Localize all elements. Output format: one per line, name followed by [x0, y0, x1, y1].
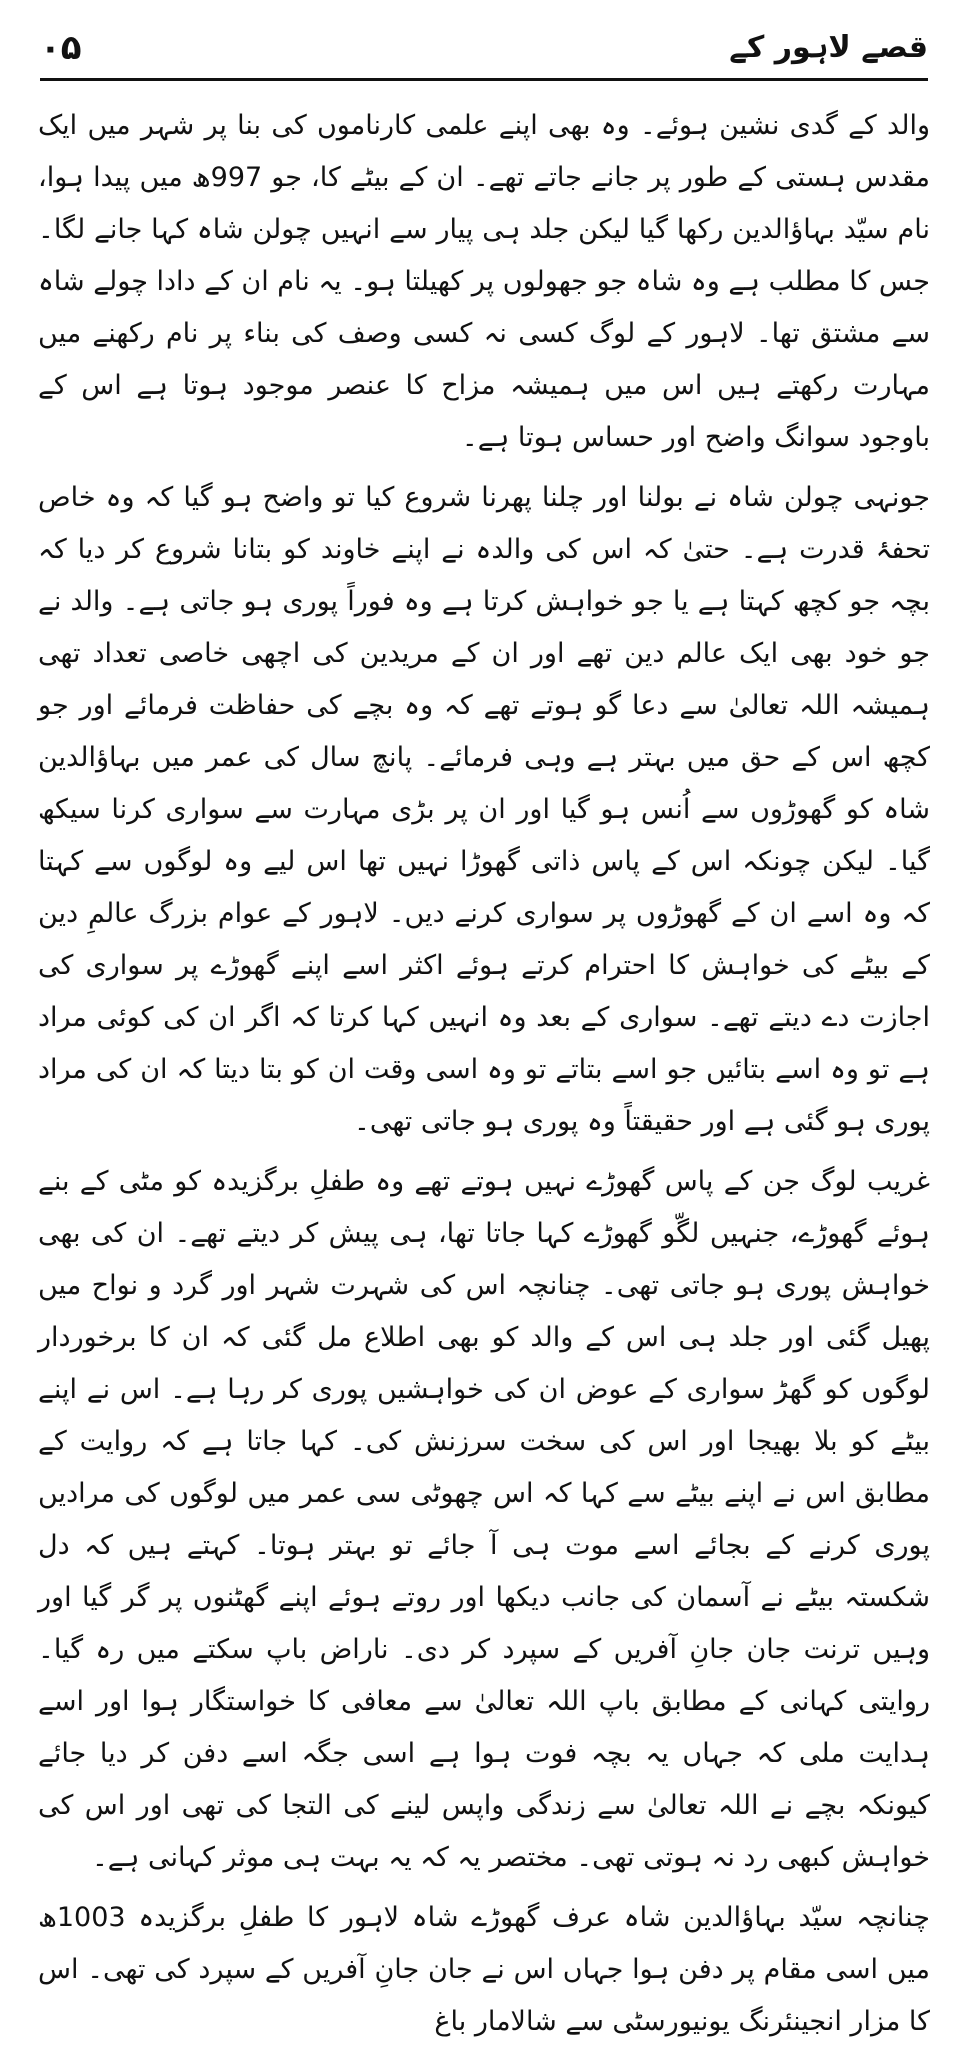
paragraph-1: والد کے گدی نشین ہوئے۔ وہ بھی اپنے علمی کارناموں کی بنا پر شہر میں ایک مقدس ہستی کے طور پر جانے جاتے تھے۔ ان کے بیٹے کا، جو 997ھ میں پیدا ہوا، نام سیّد بہاؤالدین رکھا گیا لیکن جلد ہی پیار سے انہیں چولن شاہ کہا جانے لگا۔ جس کا مطلب ہے وہ شاہ جو جھولوں پر کھیلتا ہو۔ یہ نام ان کے دادا چولے شاہ سے مشتق تھا۔ لاہور کے لوگ کسی نہ کسی وصف کی بناء پر نام رکھنے میں مہارت رکھتے ہیں اس میں ہمیشہ مزاح کا عنصر موجود ہوتا ہے اس کے باوجود سوانگ واضح اور حساس ہوتا ہے۔ [37, 110, 930, 453]
paragraph-4: چنانچہ سیّد بہاؤالدین شاہ عرف گھوڑے شاہ لاہور کا طفلِ برگزیدہ 1003ھ میں اسی مقام پر دفن ہوا جہاں اس نے جان جانِ آفریں کے سپرد کی تھی۔ اس کا مزار انجینئرنگ یونیورسٹی سے شالامار باغ [38, 1902, 930, 2037]
paragraph-2: جونہی چولن شاہ نے بولنا اور چلنا پھرنا شروع کیا تو واضح ہو گیا کہ وہ خاص تحفۂ قدرت ہے۔ حتیٰ کہ اس کی والدہ نے اپنے خاوند کو بتانا شروع کر دیا کہ بچہ جو کچھ کہتا ہے یا جو خواہش کرتا ہے وہ فوراً پوری ہو جاتی ہے۔ والد نے جو خود بھی ایک عالم دین تھے اور ان کے مریدین کی اچھی خاصی تعداد تھی ہمیشہ اللہ تعالیٰ سے دعا گو ہوتے تھے کہ وہ بچے کی حفاظت فرمائے اور جو کچھ اس کے حق میں بہتر ہے وہی فرمائے۔ پانچ سال کی عمر میں بہاؤالدین شاہ کو گھوڑوں سے اُنس ہو گیا اور ان پر بڑی مہارت سے سواری کرنا سیکھ گیا۔ لیکن چونکہ اس کے پاس ذاتی گھوڑا نہیں تھا اس لیے وہ لوگوں سے کہتا کہ وہ اسے ان کے گھوڑوں پر سواری کرنے دیں۔ لاہور کے عوام بزرگ عالمِ دین کے بیٹے کی خواہش کا احترام کرتے ہوئے اکثر اسے اپنے گھوڑے پر سواری کی اجازت دے دیتے تھے۔ سواری کے بعد وہ انہیں کہا کرتا کہ اگر ان کی کوئی مراد ہے تو وہ اسے بتائیں جو اسے بتاتے تو وہ اسی وقت ان کو بتا دیتا کہ ان کی مراد پوری ہو گئی ہے اور حقیقتاً وہ پوری ہو جاتی تھی۔ [38, 482, 930, 1137]
paragraph-3: غریب لوگ جن کے پاس گھوڑے نہیں ہوتے تھے وہ طفلِ برگزیدہ کو مٹی کے بنے ہوئے گھوڑے، جنہیں لگّو گھوڑے کہا جاتا تھا، ہی پیش کر دیتے تھے۔ ان کی بھی خواہش پوری ہو جاتی تھی۔ چنانچہ اس کی شہرت شہر اور گرد و نواح میں پھیل گئی اور جلد ہی اس کے والد کو بھی اطلاع مل گئی کہ ان کا برخوردار لوگوں کو گھڑ سواری کے عوض ان کی خواہشیں پوری کر رہا ہے۔ اس نے اپنے بیٹے کو بلا بھیجا اور اس کی سخت سرزنش کی۔ کہا جاتا ہے کہ روایت کے مطابق اس نے اپنے بیٹے سے کہا کہ اس چھوٹی سی عمر میں لوگوں کی مرادیں پوری کرنے کے بجائے اسے موت ہی آ جائے تو بہتر ہوتا۔ کہتے ہیں کہ دل شکستہ بیٹے نے آسمان کی جانب دیکھا اور روتے ہوئے اپنے گھٹنوں پر گر گیا اور وہیں ترنت جان جانِ آفریں کے سپرد کر دی۔ ناراض باپ سکتے میں رہ گیا۔ روایتی کہانی کے مطابق باپ اللہ تعالیٰ سے معافی کا خواستگار ہوا اور اسے ہدایت ملی کہ جہاں یہ بچہ فوت ہوا ہے اسی جگہ اسے دفن کر دیا جائے کیونکہ بچے نے اللہ تعالیٰ سے زندگی واپس لینے کی التجا کی تھی اور اس کی خواہش کبھی رد نہ ہوتی تھی۔ مختصر یہ کہ یہ بہت ہی موثر کہانی ہے۔ [38, 1166, 930, 1873]
page-number: ۵۰ [40, 28, 82, 68]
page-header [40, 28, 928, 72]
header-divider [40, 78, 928, 81]
body-text [38, 100, 930, 2056]
running-title: قصے لاہور کے [729, 30, 928, 65]
